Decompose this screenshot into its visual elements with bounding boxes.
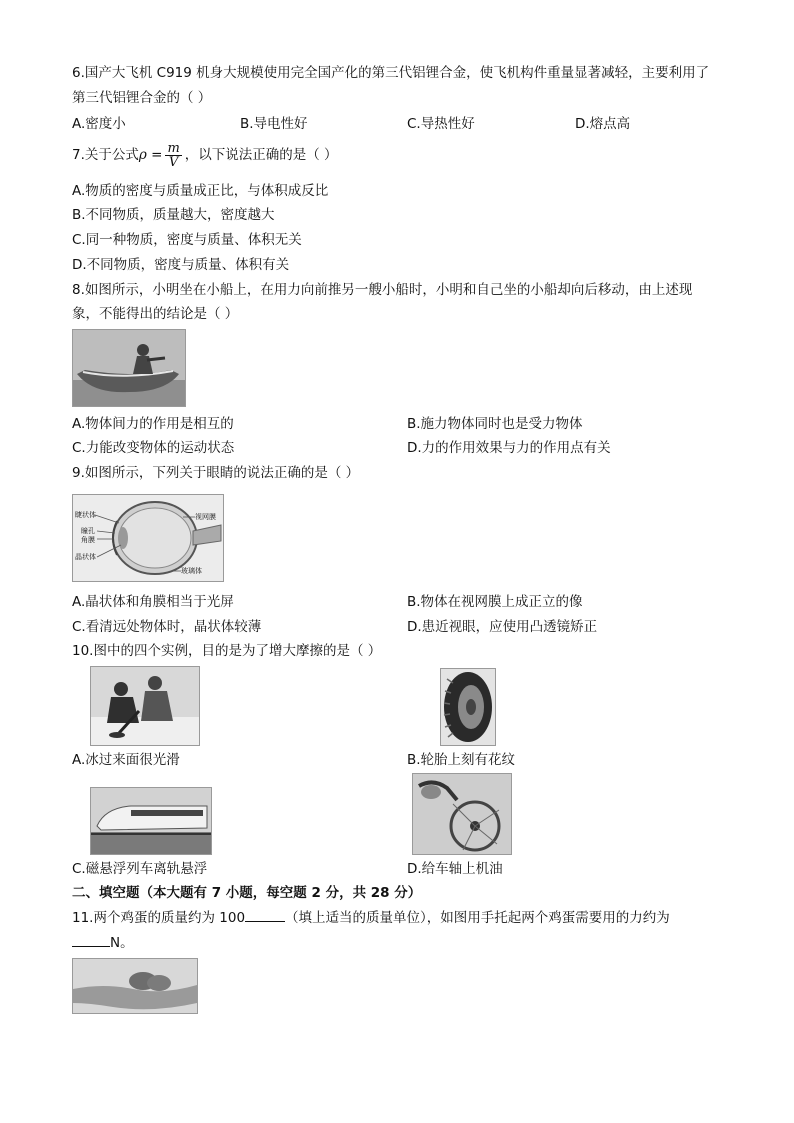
q10-option-b: B.轮胎上刻有花纹	[407, 752, 516, 768]
formula-denominator: V	[168, 154, 179, 170]
q11-stem-line1	[72, 909, 670, 927]
q7-option-c: C.同一种物质，密度与质量、体积无关	[72, 232, 302, 248]
q8-stem-line1: 8.如图所示，小明坐在小船上，在用力向前推另一艘小船时，小明和自己坐的小船却向后移动，由上述现	[72, 282, 693, 298]
q8-option-c: C.力能改变物体的运动状态	[72, 440, 235, 456]
q8-option-d: D.力的作用效果与力的作用点有关	[407, 440, 611, 456]
curling-figure	[90, 666, 200, 746]
eye-label-cornea: 角膜	[81, 536, 95, 544]
formula-rho: ρ	[138, 147, 147, 163]
q8-option-b: B.施力物体同时也是受力物体	[407, 416, 583, 432]
q8-option-a: A.物体间力的作用是相互的	[72, 416, 234, 432]
q8-stem-line2: 象，不能得出的结论是（ ）	[72, 306, 239, 322]
eye-label-ciliary: 睫状体	[75, 511, 96, 519]
q11-stem-line2	[72, 934, 134, 952]
hand-eggs-figure	[72, 958, 198, 1014]
q7-option-b: B.不同物质，质量越大，密度越大	[72, 207, 275, 223]
formula-numerator: m	[167, 140, 180, 156]
q6-stem-line2: 第三代铝锂合金的（ ）	[72, 90, 212, 106]
q10-stem: 10.图中的四个实例，目的是为了增大摩擦的是（ ）	[72, 643, 382, 659]
q7-stem-suffix: ，以下说法正确的是（ ）	[184, 147, 338, 163]
maglev-figure	[90, 787, 212, 855]
tire-figure	[440, 668, 496, 746]
eye-figure	[72, 494, 224, 582]
q11-stem-part2: （填上适当的质量单位），如图用手托起两个鸡蛋需要用的力约为	[285, 910, 670, 926]
q11-blank-force	[72, 934, 110, 947]
formula-equals: =	[151, 147, 163, 163]
q9-stem: 9.如图所示，下列关于眼睛的说法正确的是（ ）	[72, 465, 360, 481]
q10-option-a: A.冰过来面很光滑	[72, 752, 180, 768]
boat-figure	[72, 329, 186, 407]
q11-blank-unit	[245, 909, 285, 922]
q6-option-d: D.熔点高	[575, 116, 631, 132]
eye-label-lens: 晶状体	[75, 553, 96, 561]
q7-stem	[72, 140, 338, 170]
section-heading-fill-in: 二、填空题（本大题有 7 小题，每空题 2 分，共 28 分）	[72, 885, 422, 901]
q9-option-d: D.患近视眼，应使用凸透镜矫正	[407, 619, 598, 635]
q7-option-d: D.不同物质，密度与质量、体积有关	[72, 257, 290, 273]
q11-stem-line2-suffix: N。	[110, 935, 134, 951]
eye-label-pupil: 瞳孔	[81, 527, 95, 535]
q7-option-a: A.物质的密度与质量成正比，与体积成反比	[72, 183, 329, 199]
eye-label-retina: 视网膜	[195, 513, 216, 521]
eye-label-vitreous: 玻璃体	[181, 567, 202, 575]
q6-option-c: C.导热性好	[407, 116, 475, 132]
q6-option-b: B.导电性好	[240, 116, 308, 132]
q10-option-d: D.给车轴上机油	[407, 861, 503, 877]
q10-option-c: C.磁悬浮列车离轨悬浮	[72, 861, 208, 877]
q6-option-a: A.密度小	[72, 116, 126, 132]
bicycle-axle-figure	[412, 773, 512, 855]
q7-stem-prefix: 7.关于公式	[72, 147, 139, 163]
q9-option-b: B.物体在视网膜上成正立的像	[407, 594, 583, 610]
formula-fraction	[165, 142, 181, 169]
q6-stem-line1: 6.国产大飞机 C919 机身大规模使用完全国产化的第三代铝锂合金，使飞机构件重量显著减轻，主要利用了	[72, 65, 710, 81]
q9-option-a: A.晶状体和角膜相当于光屏	[72, 594, 234, 610]
q11-stem-part1: 11.两个鸡蛋的质量约为 100	[72, 910, 246, 926]
q9-option-c: C.看清远处物体时，晶状体较薄	[72, 619, 262, 635]
